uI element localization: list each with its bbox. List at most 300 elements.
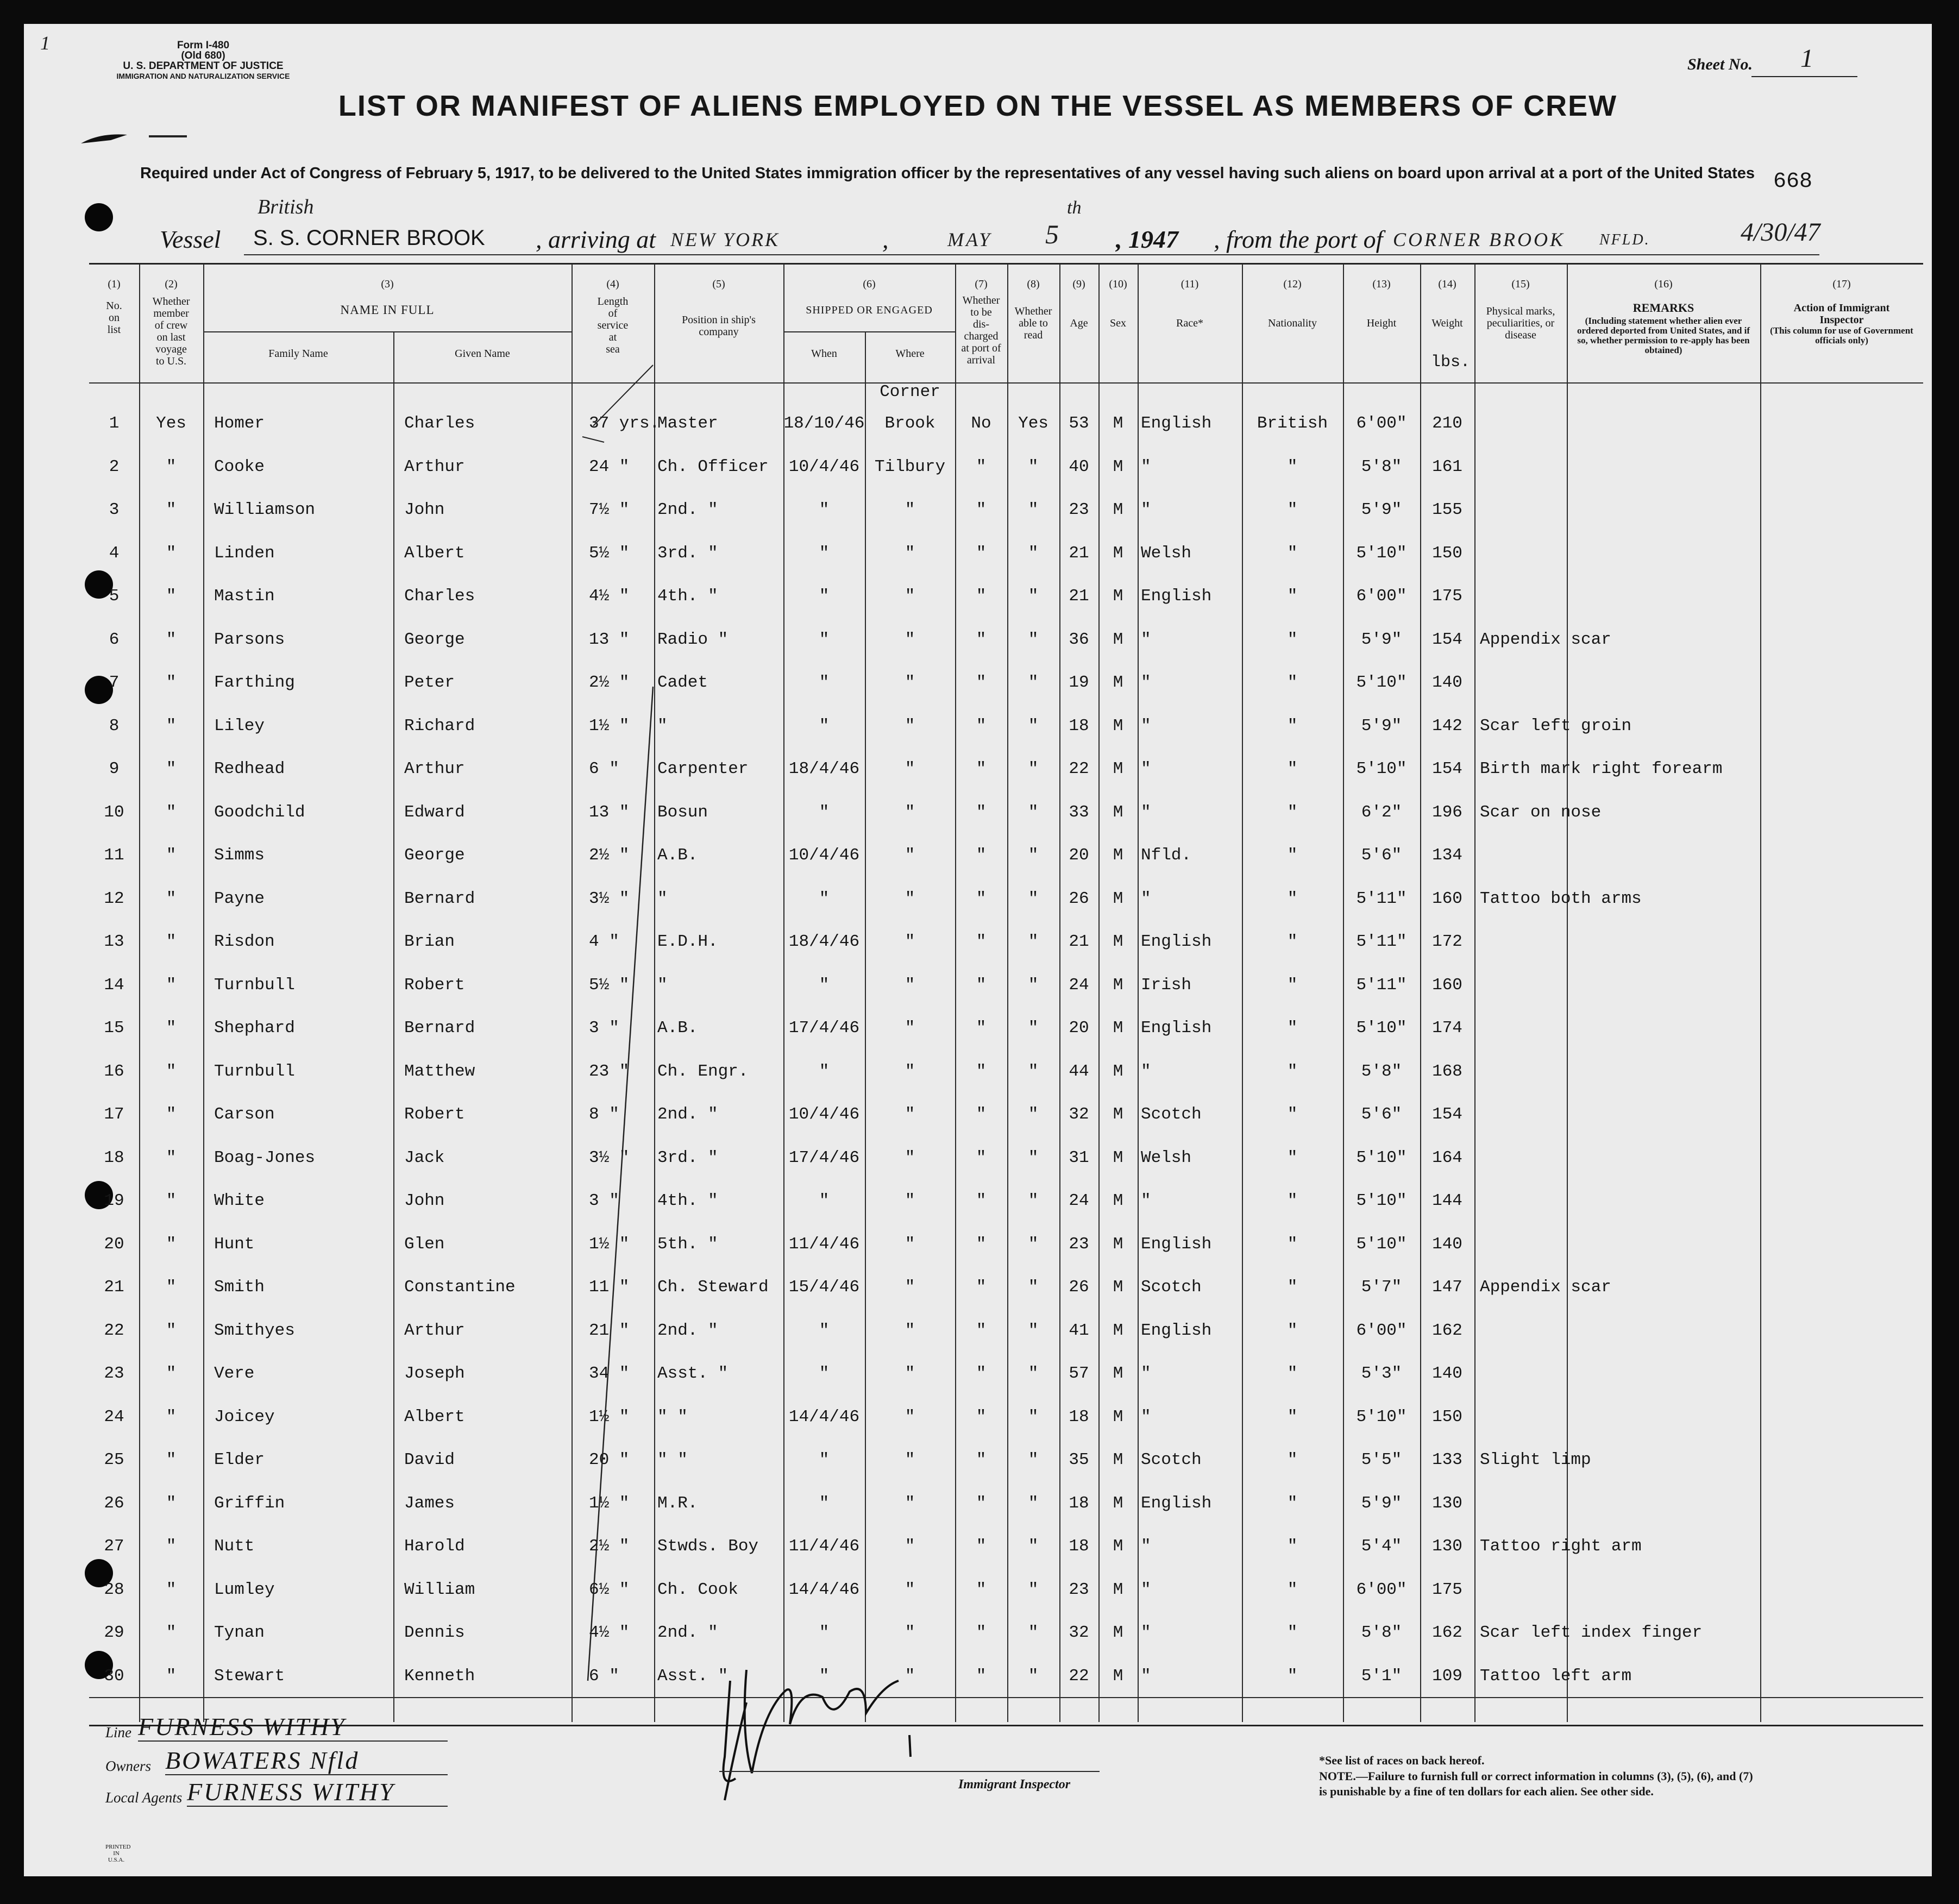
cell-position: 3rd. "	[657, 1148, 718, 1167]
cell-nationality: "	[1287, 587, 1298, 606]
cell-where: "	[905, 1321, 915, 1340]
cell-position: Cadet	[657, 673, 708, 692]
cell-sex: M	[1113, 414, 1123, 433]
cell-weight: 172	[1432, 932, 1462, 951]
table-row	[24, 491, 1932, 533]
cell-marks: Slight limp	[1480, 1450, 1591, 1469]
cell-when: "	[819, 1061, 830, 1081]
cell-age: 40	[1069, 457, 1089, 476]
cell-race: English	[1141, 1493, 1212, 1513]
cell-no: 17	[104, 1105, 124, 1124]
cell-height: 5'6"	[1361, 1105, 1402, 1124]
form-service: IMMIGRATION AND NATURALIZATION SERVICE	[116, 72, 290, 80]
cell-when: "	[819, 802, 830, 822]
cell-no: 9	[109, 759, 120, 778]
cell-sex: M	[1113, 1105, 1123, 1124]
sheet-number-label: Sheet No.	[1687, 55, 1753, 73]
departure-date: 4/30/47	[1741, 218, 1820, 247]
cell-given: Edward	[404, 802, 465, 822]
cell-given: Brian	[404, 932, 455, 951]
cell-race: Scotch	[1141, 1278, 1202, 1297]
cell-weight: 175	[1432, 1580, 1462, 1599]
cell-age: 44	[1069, 1061, 1089, 1081]
cell-weight: 154	[1432, 1105, 1462, 1124]
sheet-number-value: 1	[1800, 44, 1813, 73]
cell-no: 25	[104, 1450, 124, 1469]
cell-height: 5'11"	[1356, 889, 1407, 908]
cell-sex: M	[1113, 1493, 1123, 1513]
manifest-sheet	[24, 24, 1932, 1876]
cell-sex: M	[1113, 1450, 1123, 1469]
cell-where: "	[905, 1191, 915, 1210]
cell-given: Kenneth	[404, 1666, 475, 1686]
cell-service: 23 "	[589, 1061, 630, 1081]
cell-sex: M	[1113, 673, 1123, 692]
cell-marks: Tattoo left arm	[1480, 1666, 1632, 1686]
cell-no: 1	[109, 414, 120, 433]
col-number: (10)	[1109, 278, 1127, 290]
cell-sex: M	[1113, 802, 1123, 822]
cell-service: 4 "	[589, 932, 619, 951]
col-number: (8)	[1027, 278, 1040, 290]
cell-member: "	[166, 1234, 177, 1254]
cell-where: "	[905, 802, 915, 822]
cell-service: 7½ "	[589, 500, 630, 519]
cell-no: 6	[109, 630, 120, 649]
cell-member: "	[166, 846, 177, 865]
table-row	[24, 1225, 1932, 1267]
cell-weight: 160	[1432, 975, 1462, 995]
cell-when: "	[819, 1666, 830, 1686]
cell-height: 5'7"	[1361, 1278, 1402, 1297]
cell-weight: 162	[1432, 1321, 1462, 1340]
cell-nationality: "	[1287, 889, 1298, 908]
table-row	[24, 879, 1932, 922]
cell-given: Jack	[404, 1148, 445, 1167]
cell-family: Parsons	[214, 630, 285, 649]
cell-race: "	[1141, 1407, 1151, 1427]
cell-discharged: "	[976, 1321, 987, 1340]
col-header-remarks: REMARKS	[1632, 301, 1694, 315]
cell-when: "	[819, 889, 830, 908]
cell-position: Asst. "	[657, 1666, 729, 1686]
cell-age: 19	[1069, 673, 1089, 692]
cell-discharged: "	[976, 1191, 987, 1210]
page-title: LIST OR MANIFEST OF ALIENS EMPLOYED ON THE VESSEL AS MEMBERS OF CREW	[338, 90, 1618, 122]
cell-family: Joicey	[214, 1407, 275, 1427]
cell-where: "	[905, 716, 915, 736]
table-row	[24, 1657, 1932, 1699]
col-header-no: No. on list	[106, 300, 122, 336]
cell-weight: 134	[1432, 846, 1462, 865]
cell-when: "	[819, 716, 830, 736]
cell-nationality: "	[1287, 1321, 1298, 1340]
cell-when: "	[819, 1450, 830, 1469]
cell-given: David	[404, 1450, 455, 1469]
cell-discharged: "	[976, 1061, 987, 1081]
cell-read: "	[1028, 1191, 1039, 1210]
cell-weight: 160	[1432, 889, 1462, 908]
cell-weight: 140	[1432, 1364, 1462, 1383]
cell-given: Charles	[404, 587, 475, 606]
cell-when: "	[819, 1364, 830, 1383]
cell-nationality: "	[1287, 1278, 1298, 1297]
cell-given: Charles	[404, 414, 475, 433]
cell-position: Ch. Engr.	[657, 1061, 749, 1081]
stamp-number: 668	[1773, 169, 1813, 194]
cell-family: Linden	[214, 543, 275, 563]
cell-position: Master	[657, 414, 718, 433]
cell-race: Irish	[1141, 975, 1192, 995]
cell-discharged: "	[976, 1537, 987, 1556]
cell-read: "	[1028, 1493, 1039, 1513]
cell-nationality: "	[1287, 1623, 1298, 1642]
weight-unit: lbs.	[1431, 353, 1471, 372]
cell-no: 11	[104, 846, 124, 865]
cell-service: 21 "	[589, 1321, 630, 1340]
cell-weight: 150	[1432, 543, 1462, 563]
cell-given: John	[404, 500, 445, 519]
cell-no: 22	[104, 1321, 124, 1340]
cell-sex: M	[1113, 1019, 1123, 1038]
cell-given: George	[404, 846, 465, 865]
cell-when: "	[819, 1493, 830, 1513]
cell-weight: 168	[1432, 1061, 1462, 1081]
cell-weight: 144	[1432, 1191, 1462, 1210]
cell-sex: M	[1113, 500, 1123, 519]
cell-family: Lumley	[214, 1580, 275, 1599]
cell-given: Albert	[404, 543, 465, 563]
cell-height: 5'6"	[1361, 846, 1402, 865]
cell-discharged: "	[976, 716, 987, 736]
cell-weight: 161	[1432, 457, 1462, 476]
col-number: (2)	[165, 278, 178, 290]
cell-height: 5'9"	[1361, 630, 1402, 649]
cell-nationality: "	[1287, 802, 1298, 822]
cell-family: Nutt	[214, 1537, 255, 1556]
cell-sex: M	[1113, 932, 1123, 951]
cell-marks: Birth mark right forearm	[1480, 759, 1723, 778]
cell-discharged: "	[976, 889, 987, 908]
form-department: U. S. DEPARTMENT OF JUSTICE	[123, 60, 284, 72]
col-number: (14)	[1438, 278, 1456, 290]
cell-family: Payne	[214, 889, 265, 908]
cell-member: "	[166, 1191, 177, 1210]
table-row	[24, 1441, 1932, 1483]
cell-nationality: "	[1287, 1364, 1298, 1383]
cell-where: "	[905, 1278, 915, 1297]
cell-position: Ch. Cook	[657, 1580, 738, 1599]
cell-family: Carson	[214, 1105, 275, 1124]
col-number: (5)	[712, 278, 725, 290]
cell-age: 21	[1069, 932, 1089, 951]
cell-where: "	[905, 1537, 915, 1556]
cell-service: 5½ "	[589, 543, 630, 563]
cell-sex: M	[1113, 1234, 1123, 1254]
cell-height: 5'10"	[1356, 1148, 1407, 1167]
col-header-member: Whether member of crew on last voyage to U.S.	[152, 296, 190, 367]
cell-height: 6'00"	[1356, 1580, 1407, 1599]
cell-no: 2	[109, 457, 120, 476]
table-row	[24, 663, 1932, 706]
cell-no: 27	[104, 1537, 124, 1556]
cell-discharged: "	[976, 1493, 987, 1513]
cell-sex: M	[1113, 716, 1123, 736]
cell-given: Dennis	[404, 1623, 465, 1642]
cell-when: "	[819, 673, 830, 692]
cell-no: 4	[109, 543, 120, 563]
cell-race: "	[1141, 1623, 1151, 1642]
punch-hole	[85, 203, 113, 231]
cell-sex: M	[1113, 543, 1123, 563]
cell-height: 5'3"	[1361, 1364, 1402, 1383]
cell-member: Yes	[156, 414, 186, 433]
cell-position: 3rd. "	[657, 543, 718, 563]
comma-separator: ,	[882, 225, 889, 253]
table-row	[24, 836, 1932, 878]
agents-underline	[187, 1806, 448, 1807]
cell-height: 5'10"	[1356, 543, 1407, 563]
cell-when: 18/4/46	[788, 932, 860, 951]
cell-race: "	[1141, 630, 1151, 649]
cell-no: 13	[104, 932, 124, 951]
cell-when: "	[819, 1623, 830, 1642]
table-row	[24, 1484, 1932, 1526]
cell-age: 35	[1069, 1450, 1089, 1469]
cell-read: "	[1028, 1364, 1039, 1383]
cell-marks: Scar on nose	[1480, 802, 1602, 822]
table-row	[24, 750, 1932, 792]
cell-given: Robert	[404, 1105, 465, 1124]
cell-race: "	[1141, 1666, 1151, 1686]
cell-weight: 150	[1432, 1407, 1462, 1427]
cell-when: 14/4/46	[788, 1580, 860, 1599]
cell-discharged: No	[971, 414, 991, 433]
table-row	[24, 1095, 1932, 1138]
cell-weight: 133	[1432, 1450, 1462, 1469]
cell-service: 1½ "	[589, 1493, 630, 1513]
cell-when: 15/4/46	[788, 1278, 860, 1297]
cell-when: "	[819, 1191, 830, 1210]
cell-member: "	[166, 457, 177, 476]
cell-read: "	[1028, 1580, 1039, 1599]
cell-where: "	[905, 1580, 915, 1599]
cell-age: 36	[1069, 630, 1089, 649]
cell-read: "	[1028, 1321, 1039, 1340]
cell-position: "	[657, 975, 668, 995]
cell-no: 24	[104, 1407, 124, 1427]
cell-service: 2½ "	[589, 673, 630, 692]
cell-age: 41	[1069, 1321, 1089, 1340]
pen-mark-icon	[78, 127, 143, 149]
col-header-given-name: Given Name	[455, 348, 510, 360]
cell-position: A.B.	[657, 846, 698, 865]
cell-race: Scotch	[1141, 1105, 1202, 1124]
cell-member: "	[166, 1148, 177, 1167]
cell-nationality: "	[1287, 716, 1298, 736]
cell-when: 18/4/46	[788, 759, 860, 778]
cell-age: 21	[1069, 587, 1089, 606]
table-row	[24, 1182, 1932, 1224]
cell-member: "	[166, 716, 177, 736]
cell-service: 37 yrs.	[589, 414, 660, 433]
cell-where: "	[905, 587, 915, 606]
cell-service: 1½ "	[589, 1407, 630, 1427]
cell-race: English	[1141, 1234, 1212, 1254]
cell-member: "	[166, 1493, 177, 1513]
cell-member: "	[166, 1580, 177, 1599]
form-info	[67, 40, 339, 81]
cell-age: 22	[1069, 759, 1089, 778]
cell-height: 5'1"	[1361, 1666, 1402, 1686]
cell-discharged: "	[976, 1407, 987, 1427]
cell-race: Welsh	[1141, 543, 1192, 563]
form-old-number: (Old 680)	[181, 50, 225, 61]
col-number: (17)	[1832, 278, 1851, 290]
cell-when: 10/4/46	[788, 457, 860, 476]
cell-nationality: "	[1287, 673, 1298, 692]
cell-where: "	[905, 543, 915, 563]
cell-family: Vere	[214, 1364, 255, 1383]
cell-position: Ch. Officer	[657, 457, 769, 476]
cell-nationality: "	[1287, 932, 1298, 951]
cell-where: "	[905, 759, 915, 778]
inspector-line	[719, 1771, 1100, 1772]
cell-read: "	[1028, 759, 1039, 778]
cell-nationality: "	[1287, 1148, 1298, 1167]
cell-no: 28	[104, 1580, 124, 1599]
cell-no: 21	[104, 1278, 124, 1297]
cell-where: "	[905, 1148, 915, 1167]
cell-read: "	[1028, 716, 1039, 736]
cell-race: English	[1141, 587, 1212, 606]
cell-sex: M	[1113, 1580, 1123, 1599]
cell-weight: 164	[1432, 1148, 1462, 1167]
table-row	[24, 1398, 1932, 1440]
cell-where: "	[905, 500, 915, 519]
col-header-age: Age	[1070, 317, 1088, 329]
line-label: Line	[105, 1724, 132, 1740]
cell-family: Turnbull	[214, 975, 295, 995]
printer-mark: PRINTED IN U.S.A.	[105, 1844, 131, 1863]
cell-no: 18	[104, 1148, 124, 1167]
cell-height: 5'10"	[1356, 1019, 1407, 1038]
table-row	[24, 1009, 1932, 1051]
vessel-label: Vessel	[160, 225, 221, 253]
col-number: (16)	[1654, 278, 1673, 290]
cell-service: 4½ "	[589, 1623, 630, 1642]
cell-position: Carpenter	[657, 759, 749, 778]
col-header-weight: Weight	[1431, 317, 1463, 329]
col-number: (15)	[1511, 278, 1530, 290]
cell-member: "	[166, 1278, 177, 1297]
cell-family: Farthing	[214, 673, 295, 692]
cell-sex: M	[1113, 1623, 1123, 1642]
cell-read: "	[1028, 500, 1039, 519]
col-header-position: Position in ship's company	[682, 314, 756, 338]
cell-when: "	[819, 500, 830, 519]
cell-read: "	[1028, 1666, 1039, 1686]
cell-age: 53	[1069, 414, 1089, 433]
cell-member: "	[166, 802, 177, 822]
cell-read: "	[1028, 1407, 1039, 1427]
table-row	[24, 1613, 1932, 1656]
cell-given: Matthew	[404, 1061, 475, 1081]
cell-sex: M	[1113, 1666, 1123, 1686]
cell-sex: M	[1113, 1364, 1123, 1383]
cell-nationality: "	[1287, 630, 1298, 649]
table-row	[24, 1570, 1932, 1613]
cell-given: Bernard	[404, 1019, 475, 1038]
table-row	[24, 793, 1932, 835]
cell-discharged: "	[976, 630, 987, 649]
cell-height: 5'9"	[1361, 1493, 1402, 1513]
cell-nationality: "	[1287, 1450, 1298, 1469]
cell-member: "	[166, 889, 177, 908]
cell-read: "	[1028, 1537, 1039, 1556]
cell-no: 14	[104, 975, 124, 995]
cell-family: Shephard	[214, 1019, 295, 1038]
cell-read: "	[1028, 802, 1039, 822]
cell-discharged: "	[976, 846, 987, 865]
cell-discharged: "	[976, 1623, 987, 1642]
vessel-name: S. S. CORNER BROOK	[253, 226, 485, 250]
cell-read: "	[1028, 1450, 1039, 1469]
cell-nationality: "	[1287, 500, 1298, 519]
cell-weight: 196	[1432, 802, 1462, 822]
cell-discharged: "	[976, 500, 987, 519]
cell-no: 7	[109, 673, 120, 692]
cell-when: 18/10/46	[783, 414, 865, 433]
cell-age: 22	[1069, 1666, 1089, 1686]
cell-service: 24 "	[589, 457, 630, 476]
cell-discharged: "	[976, 1278, 987, 1297]
cell-family: Mastin	[214, 587, 275, 606]
table-row	[24, 448, 1932, 490]
cell-marks: Scar left groin	[1480, 716, 1632, 736]
cell-service: 3 "	[589, 1191, 619, 1210]
arrival-day-suffix: th	[1067, 198, 1082, 218]
cell-service: 6 "	[589, 1666, 619, 1686]
cell-no: 26	[104, 1493, 124, 1513]
table-row	[24, 1354, 1932, 1397]
cell-read: "	[1028, 1278, 1039, 1297]
cell-sex: M	[1113, 1537, 1123, 1556]
col-header-inspector: Action of Immigrant Inspector	[1793, 302, 1890, 326]
cell-member: "	[166, 1105, 177, 1124]
cell-position: M.R.	[657, 1493, 698, 1513]
cell-given: James	[404, 1493, 455, 1513]
cell-race: "	[1141, 1191, 1151, 1210]
cell-nationality: "	[1287, 543, 1298, 563]
cell-nationality: "	[1287, 1493, 1298, 1513]
cell-height: 5'8"	[1361, 457, 1402, 476]
cell-race: "	[1141, 500, 1151, 519]
col-number: (11)	[1181, 278, 1199, 290]
cell-marks: Tattoo right arm	[1480, 1537, 1642, 1556]
cell-weight: 175	[1432, 587, 1462, 606]
cell-when: 17/4/46	[788, 1019, 860, 1038]
cell-service: 3 "	[589, 1019, 619, 1038]
cell-nationality: "	[1287, 1580, 1298, 1599]
cell-race: "	[1141, 457, 1151, 476]
cell-where: Brook	[884, 414, 935, 433]
table-row	[24, 1052, 1932, 1095]
cell-race: "	[1141, 1061, 1151, 1081]
col-header-remarks-note: (Including statement whether alien ever ordered deported from United States, and if so, whether permission to re-apply has been obtained)	[1577, 316, 1750, 355]
cell-family: Cooke	[214, 457, 265, 476]
cell-position: 2nd. "	[657, 1623, 718, 1642]
